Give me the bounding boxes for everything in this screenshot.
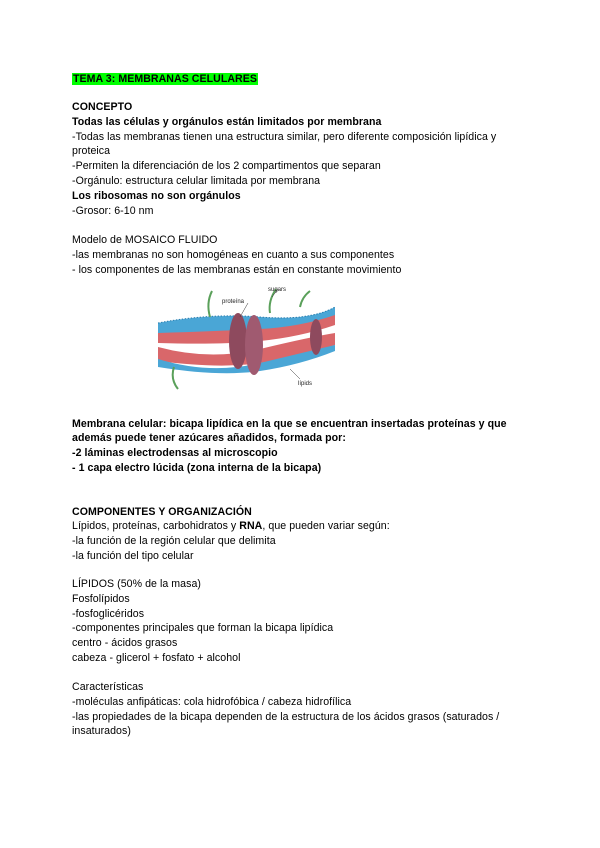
lipids-pointer xyxy=(290,369,300,379)
caracteristicas-line-2: -las propiedades de la bicapa dependen de la estructura de los ácidos grasos (saturados / xyxy=(72,711,500,723)
concepto-line-1a: -Todas las membranas tienen una estructura similar, pero diferente composición lipídica y xyxy=(72,131,497,143)
lipidos-line-5: cabeza - glicerol + fosfato + alcohol xyxy=(72,652,241,664)
concepto-line-1b: proteica xyxy=(72,145,111,157)
lipidos-line-1: Fosfolípidos xyxy=(72,593,130,605)
caracteristicas-line-3: insaturados) xyxy=(72,725,131,737)
membrana-line-4: - 1 capa electro lúcida (zona interna de la bicapa) xyxy=(72,462,322,474)
label-lipids: lípids xyxy=(298,381,313,387)
componentes-line-2: -la función del tipo celular xyxy=(72,550,194,562)
componentes-intro: Lípidos, proteínas, carbohidratos y RNA, que pueden variar según: xyxy=(72,520,390,532)
lipidos-line-2: -fosfoglicéridos xyxy=(72,608,145,620)
concepto-heading: CONCEPTO xyxy=(72,101,133,113)
sugar-chain-3 xyxy=(300,291,310,307)
componentes-line-1: -la función de la región celular que delimita xyxy=(72,535,276,547)
protein-left xyxy=(229,313,247,369)
label-sugars: sugars xyxy=(268,287,287,293)
lipidos-heading: LÍPIDOS (50% de la masa) xyxy=(72,578,201,590)
membrana-line-2: además puede tener azúcares añadidos, formada por: xyxy=(72,432,346,444)
caracteristicas-line-1: -moléculas anfipáticas: cola hidrofóbica / cabeza hidrofílica xyxy=(72,696,352,708)
sugar-chain-1 xyxy=(208,291,212,317)
protein-right xyxy=(245,315,263,375)
caracteristicas-heading: Características xyxy=(72,681,144,693)
concepto-line-3: -Orgánulo: estructura celular limitada por membrana xyxy=(72,175,321,187)
concepto-line-4: -Grosor: 6-10 nm xyxy=(72,205,154,217)
concepto-bold-statement: Todas las células y orgánulos están limitados por membrana xyxy=(72,116,382,128)
modelo-line-2: - los componentes de las membranas están en constante movimiento xyxy=(72,264,402,276)
protein-small xyxy=(310,319,322,355)
label-protein: proteína xyxy=(222,299,245,305)
membrana-line-1: Membrana celular: bicapa lipídica en la que se encuentran insertadas proteínas y que xyxy=(72,418,507,430)
concepto-line-2: -Permiten la diferenciación de los 2 compartimentos que separan xyxy=(72,160,381,172)
sugar-chain-4 xyxy=(173,367,178,389)
modelo-heading: Modelo de MOSAICO FLUIDO xyxy=(72,234,218,246)
page-title: TEMA 3: MEMBRANAS CELULARES xyxy=(73,73,257,85)
lipidos-line-4: centro - ácidos grasos xyxy=(72,637,178,649)
protein-pointer xyxy=(240,303,248,317)
concepto-bold-ribosomas: Los ribosomas no son orgánulos xyxy=(72,190,241,202)
componentes-heading: COMPONENTES Y ORGANIZACIÓN xyxy=(72,506,252,518)
membrana-line-3: -2 láminas electrodensas al microscopio xyxy=(72,447,278,459)
lipidos-line-3: -componentes principales que forman la bicapa lipídica xyxy=(72,622,334,634)
modelo-line-1: -las membranas no son homogéneas en cuanto a sus componentes xyxy=(72,249,395,261)
fluid-mosaic-diagram xyxy=(150,283,340,395)
